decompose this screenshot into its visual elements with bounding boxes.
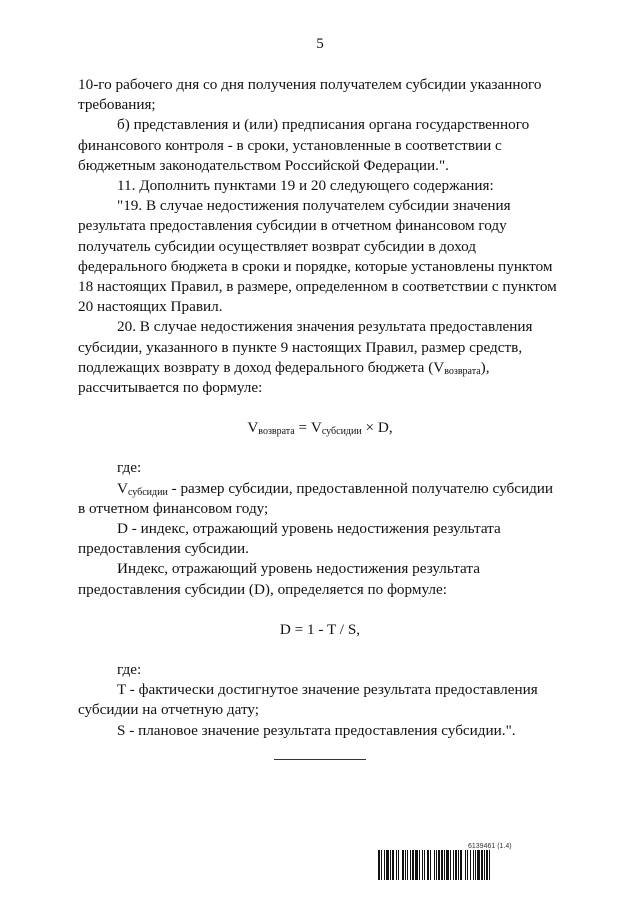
document-body bbox=[78, 75, 562, 741]
definition-v-subsidy bbox=[78, 479, 562, 519]
formula-index: D = 1 - T / S, bbox=[279, 620, 361, 638]
paragraph-20-subscript: возврата bbox=[444, 365, 481, 377]
definition-t: T - фактически достигнутое значение результата предоставления субсидии на отчетную дату; bbox=[78, 681, 538, 719]
paragraph-index: Индекс, отражающий уровень недостижения результата предоставления субсидии (D), определяется по формуле: bbox=[78, 560, 480, 598]
formula-lhs-symbol: V bbox=[247, 419, 259, 437]
formula-rhs-subscript: субсидии bbox=[321, 426, 362, 438]
formula-equals: = bbox=[294, 419, 311, 437]
definition-v-symbol: V bbox=[117, 479, 128, 497]
document-code: 6139461 (1.4) bbox=[468, 843, 512, 850]
barcode bbox=[378, 850, 564, 880]
definition-d: D - индекс, отражающий уровень недостижения результата предоставления субсидии. bbox=[78, 520, 501, 558]
paragraph-20 bbox=[78, 317, 562, 398]
page-number: 5 bbox=[316, 36, 324, 52]
definition-v-subscript: субсидии bbox=[127, 486, 168, 498]
formula-lhs-subscript: возврата bbox=[258, 426, 295, 438]
paragraph-item-b: б) представления и (или) предписания органа государственного финансового контроля - в сроки, установленные в соответствии с бюджетным законодательством Российской Федерации.". bbox=[78, 116, 530, 174]
paragraph-20-text-b: ), рассчитывается по формуле: bbox=[78, 358, 490, 397]
formula-tail: × D, bbox=[361, 419, 393, 437]
end-divider-line bbox=[274, 759, 366, 760]
where-label-2: где: bbox=[117, 661, 142, 679]
where-label-1: где: bbox=[117, 459, 142, 477]
paragraph-11: 11. Дополнить пунктами 19 и 20 следующего содержания: bbox=[117, 177, 494, 195]
definition-v-text: - размер субсидии, предоставленной получателю субсидии в отчетном финансовом году; bbox=[78, 479, 554, 517]
definition-s: S - плановое значение результата предоставления субсидии.". bbox=[117, 721, 516, 739]
formula-rhs-symbol: V bbox=[310, 419, 322, 437]
paragraph-19: "19. В случае недостижения получателем субсидии значения результата предоставления субсидии в отчетном финансовом году получатель субсидии осуществляет возврат субсидии в доход федерального бюджета в сроки и порядке, которые установлены пунктом 18 настоящих Правил, в размере, определенном в соответствии с пунктом 20 настоящих Правил. bbox=[78, 197, 557, 316]
formula-refund bbox=[78, 418, 562, 438]
paragraph-20-text-a: 20. В случае недостижения значения результата предоставления субсидии, указанного в пункте 9 настоящих Правил, размер средств, подлежащих возврату в доход федерального бюджета (V bbox=[78, 318, 533, 376]
paragraph-continuation: 10-го рабочего дня со дня получения получателем субсидии указанного требования; bbox=[78, 76, 542, 114]
